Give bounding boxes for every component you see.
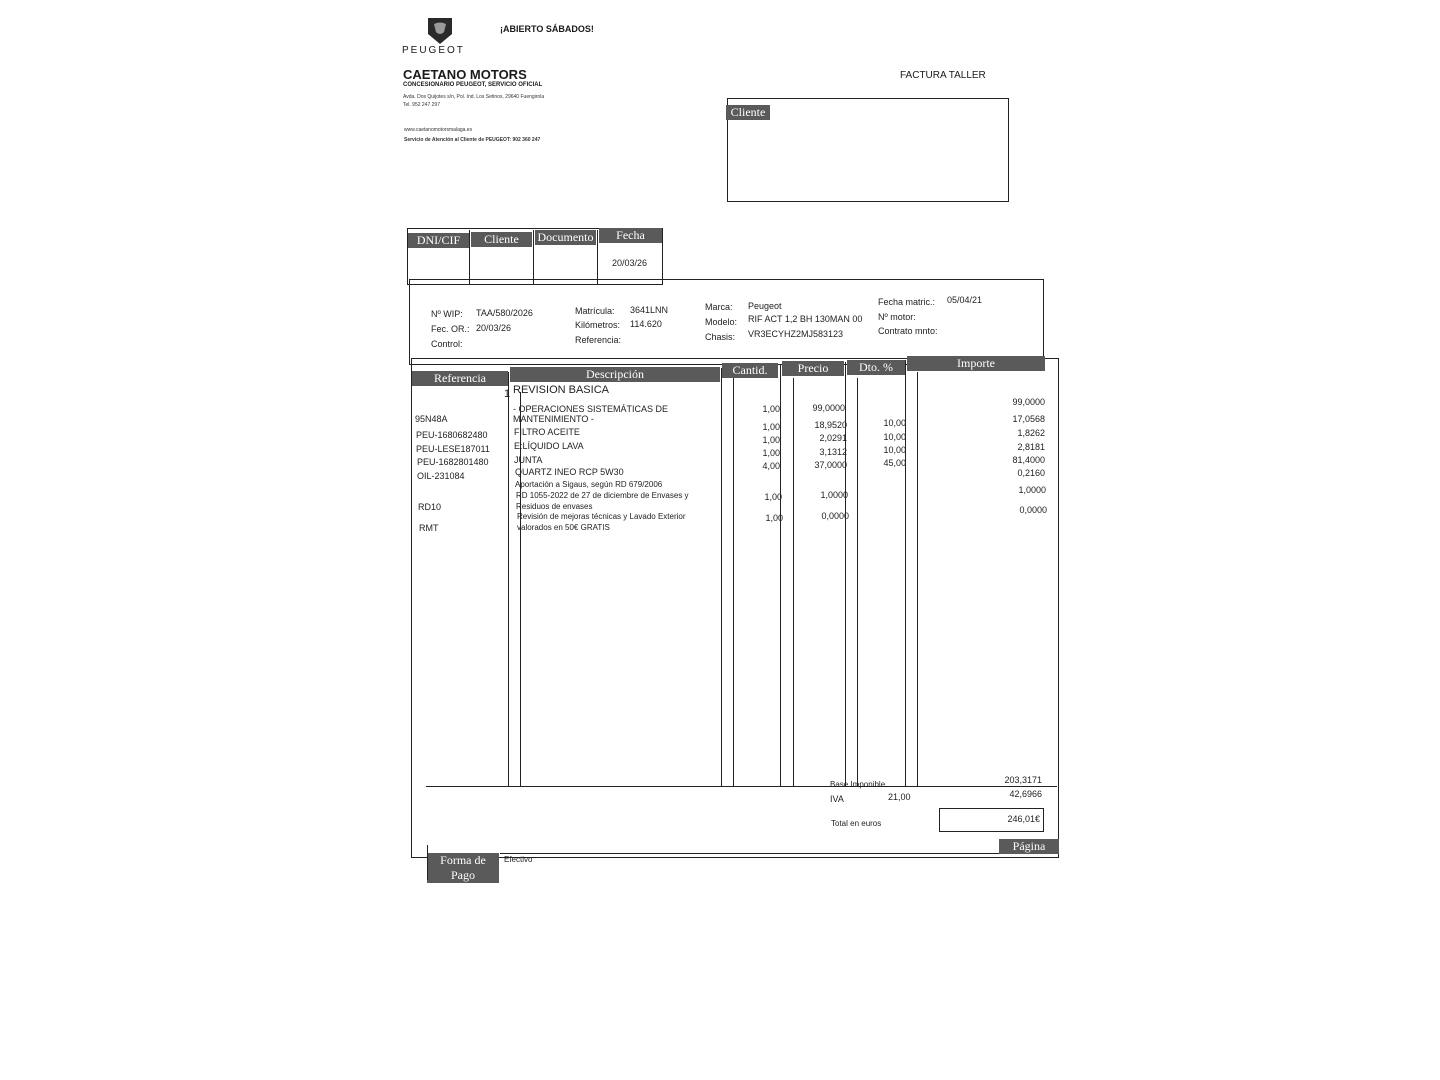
ids-header-fecha: Fecha: [599, 228, 662, 243]
desc-6: QUARTZ INEO RCP 5W30: [515, 467, 624, 477]
ids-header-dni: DNI/CIF: [408, 233, 469, 248]
section-number: 1: [504, 388, 511, 400]
ids-header-documento: Documento: [535, 230, 596, 245]
dto-2: 10,00: [883, 432, 906, 442]
importe-4: 2,8181: [1017, 442, 1045, 452]
importe-7: 1,0000: [1018, 485, 1046, 495]
price-1: 99,0000: [812, 403, 845, 413]
desc-2: MANTENIMIENTO -: [513, 414, 594, 424]
dto-4: 45,00: [883, 458, 906, 468]
forma-pago-value: Efectivo: [504, 855, 533, 864]
ref-5: OIL-231084: [417, 471, 465, 481]
fec-or-value: 20/03/26: [476, 323, 512, 333]
desc-10: Revisión de mejoras técnicas y Lavado Exterior: [517, 512, 686, 521]
ids-header-cliente: Cliente: [471, 232, 532, 247]
contrato-label: Contrato mnto:: [878, 326, 938, 336]
ids-value-fecha: 20/03/26: [612, 258, 648, 268]
marca-value: Peugeot: [748, 301, 782, 311]
importe-1: 99,0000: [1012, 397, 1045, 407]
importe-6: 0,2160: [1017, 468, 1045, 478]
desc-9: Residuos de envases: [516, 502, 593, 511]
price-6: 1,0000: [820, 490, 848, 500]
wip-value: TAA/580/2026: [476, 308, 533, 318]
price-3: 2,0291: [819, 433, 847, 443]
header-descripcion: Descripción: [510, 367, 720, 382]
km-label: Kilómetros:: [575, 320, 621, 330]
qty-7: 1,00: [765, 513, 783, 523]
iva-label: IVA: [830, 794, 844, 804]
dto-1: 10,00: [883, 418, 906, 428]
qty-4: 1,00: [762, 448, 780, 458]
chasis-value: VR3ECYHZ2MJ583123: [748, 329, 844, 339]
section-title: REVISION BASICA: [513, 384, 609, 396]
ref-6: RD10: [418, 502, 442, 512]
wip-label: Nº WIP:: [431, 309, 463, 319]
company-address: Avda. Dos Quijotes s/n, Pol. Ind. Los Setinos, 29640 Fuengirola: [403, 94, 545, 100]
desc-5: JUNTA: [514, 455, 543, 465]
total-value: 246,01€: [1007, 814, 1040, 824]
logo-text: PEUGEOT: [402, 45, 465, 56]
document-title: FACTURA TALLER: [900, 70, 986, 81]
control-label: Control:: [431, 339, 463, 349]
slogan: ¡ABIERTO SÁBADOS!: [500, 24, 594, 34]
desc-8: RD 1055-2022 de 27 de diciembre de Envases y: [516, 491, 689, 500]
lion-shield-icon: [424, 14, 456, 46]
motor-label: Nº motor:: [878, 312, 916, 322]
header-dto: Dto. %: [847, 360, 905, 375]
desc-11: valorados en 50€ GRATIS: [517, 523, 610, 532]
qty-6: 1,00: [764, 492, 782, 502]
fecha-matric-value: 05/04/21: [947, 295, 983, 305]
header-referencia: Referencia: [412, 371, 508, 386]
qty-3: 1,00: [762, 435, 780, 445]
iva-value: 42,6966: [1009, 789, 1042, 799]
peugeot-logo: [424, 14, 456, 46]
price-2: 18,9520: [814, 420, 847, 430]
fecha-matric-label: Fecha matric.:: [878, 297, 936, 307]
header-importe: Importe: [907, 356, 1045, 371]
company-phone: Tel. 952 247 297: [403, 102, 440, 108]
forma-pago-label: Forma de Pago: [427, 853, 499, 883]
importe-3: 1,8262: [1017, 428, 1045, 438]
chasis-label: Chasis:: [705, 332, 736, 342]
modelo-label: Modelo:: [705, 317, 738, 327]
price-5: 37,0000: [814, 460, 847, 470]
importe-5: 81,4000: [1012, 455, 1045, 465]
qty-5: 4,00: [762, 461, 780, 471]
price-7: 0,0000: [821, 511, 849, 521]
company-subtitle: CONCESIONARIO PEUGEOT, SERVICIO OFICIAL: [403, 82, 543, 88]
ref-3: PEU-LESE187011: [416, 444, 490, 454]
client-box-label: Cliente: [726, 105, 770, 120]
pagina-label: Página: [999, 839, 1059, 854]
ref-4: PEU-1682801480: [417, 457, 489, 467]
company-website: www.caetanomotorsmalaga.es: [404, 127, 473, 133]
modelo-value: RIF ACT 1,2 BH 130MAN 00: [748, 314, 863, 324]
header-precio: Precio: [782, 361, 844, 376]
desc-3: FILTRO ACEITE: [514, 427, 580, 437]
ref-7: RMT: [419, 523, 439, 533]
service-line: Servicio de Atención al Cliente de PEUGEOT: 902 360 247: [404, 137, 541, 143]
km-value: 114.620: [630, 319, 662, 329]
desc-1: - OPERACIONES SISTEMÁTICAS DE: [513, 404, 669, 414]
marca-label: Marca:: [705, 302, 733, 312]
ref-2: PEU-1680682480: [416, 430, 488, 440]
base-value: 203,3171: [1004, 775, 1042, 785]
fec-or-label: Fec. OR.:: [431, 324, 470, 334]
ref-1: 95N48A: [415, 414, 448, 424]
importe-8: 0,0000: [1019, 505, 1047, 515]
referencia-label: Referencia:: [575, 335, 622, 345]
iva-rate: 21,00: [888, 792, 911, 802]
importe-2: 17,0568: [1012, 414, 1045, 424]
qty-2: 1,00: [762, 422, 780, 432]
company-name: CAETANO MOTORS: [403, 67, 527, 82]
matricula-value: 3641LNN: [630, 305, 669, 315]
base-label: Base Imponible: [830, 780, 886, 789]
matricula-label: Matrícula:: [575, 306, 615, 316]
desc-4: E:LÍQUIDO LAVA: [514, 441, 584, 451]
price-4: 3,1312: [819, 447, 847, 457]
qty-1: 1,00: [762, 404, 780, 414]
dto-3: 10,00: [883, 445, 906, 455]
desc-7: Aportación a Sigaus, según RD 679/2006: [515, 480, 663, 489]
header-cantidad: Cantid.: [722, 363, 778, 378]
total-label: Total en euros: [831, 819, 882, 828]
